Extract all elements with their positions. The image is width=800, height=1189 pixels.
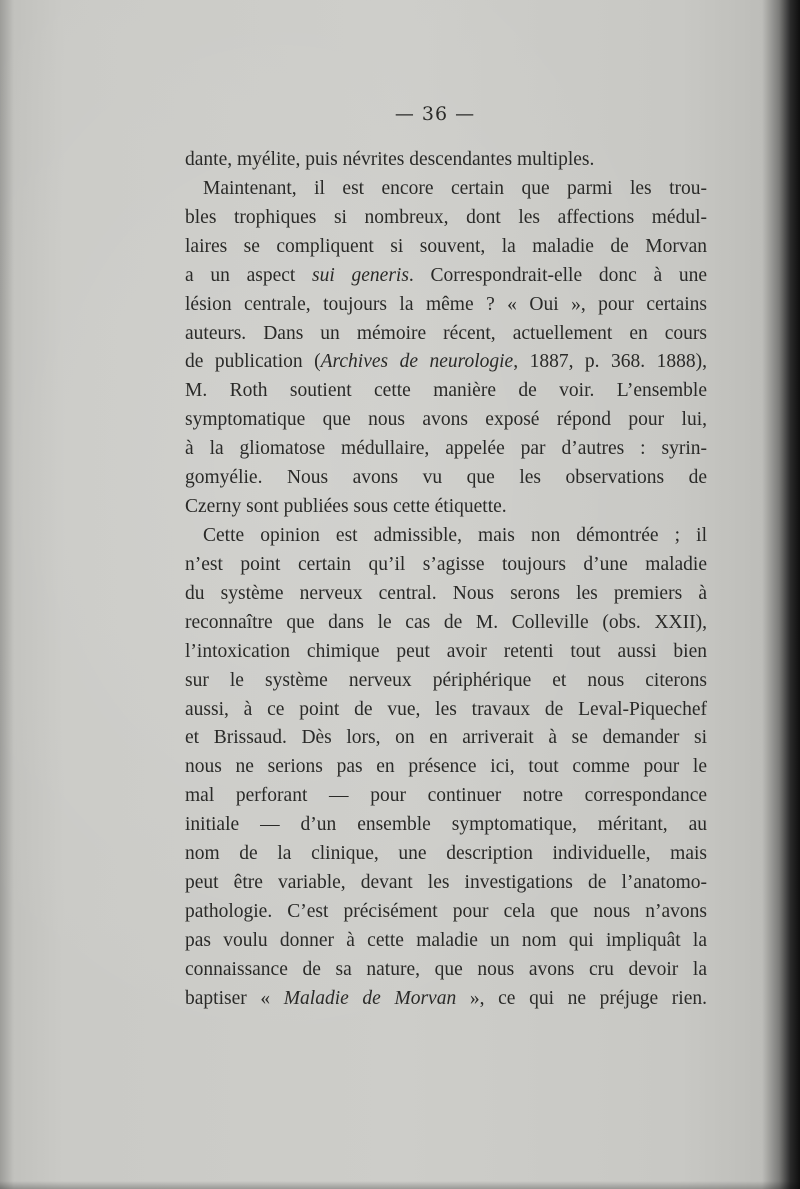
text-line [185, 956, 707, 985]
text-segment: Cette opinion est admissible, mais non démontrée ; il [203, 524, 707, 546]
text-line [185, 609, 707, 638]
text-line [185, 406, 707, 435]
text-segment: du système nerveux central. Nous serons les premiers à [185, 582, 707, 604]
text-line [185, 348, 707, 377]
text-line [185, 724, 707, 753]
text-segment: pathologie. C’est précisément pour cela que nous n’avons [185, 900, 707, 922]
text-line [185, 667, 707, 696]
text-segment: initiale — d’un ensemble symptomatique, méritant, au [185, 814, 707, 836]
text-segment: sur le système nerveux périphérique et nous citerons [185, 669, 707, 691]
text-segment: Maintenant, il est encore certain que parmi les trou- [203, 177, 707, 199]
text-segment: reconnaître que dans le cas de M. Colleville (obs. XXII), [185, 611, 707, 633]
text-line [185, 262, 707, 291]
text-line [185, 435, 707, 464]
text-line [185, 580, 707, 609]
text-segment: connaissance de sa nature, que nous avons cru devoir la [185, 958, 707, 980]
text-segment: n’est point certain qu’il s’agisse toujours d’une maladie [185, 553, 707, 575]
text-segment: lésion centrale, toujours la même ? « Oui », pour certains [185, 293, 707, 315]
body-text [185, 146, 707, 1014]
italic-text: sui generis [312, 264, 409, 286]
italic-text: Maladie de Morvan [283, 987, 457, 1009]
text-segment: . Correspondrait-elle donc à une [408, 264, 707, 286]
italic-text: Archives de neurologie [320, 351, 514, 373]
text-segment: aussi, à ce point de vue, les travaux de Leval-Piquechef [185, 698, 707, 720]
page-bottom-shadow [0, 1181, 800, 1189]
text-line [185, 753, 707, 782]
text-line [185, 869, 707, 898]
text-segment: M. Roth soutient cette manière de voir. L’ensemble [185, 380, 707, 402]
text-segment: de publication ( [185, 351, 321, 373]
text-line [185, 493, 707, 522]
text-segment: à la gliomatose médullaire, appelée par d’autres : syrin- [185, 438, 707, 460]
page-gutter-shadow [0, 0, 14, 1189]
text-segment: dante, myélite, puis névrites descendantes multiples. [185, 149, 595, 170]
text-segment: nom de la clinique, une description individuelle, mais [185, 843, 707, 865]
text-segment: laires se compliquent si souvent, la maladie de Morvan [185, 235, 707, 257]
text-line [185, 985, 707, 1014]
text-segment: », ce qui ne préjuge rien. [456, 987, 707, 1009]
text-segment: symptomatique que nous avons exposé répond pour lui, [185, 409, 707, 431]
text-line [185, 233, 707, 262]
text-line [185, 551, 707, 580]
text-line [185, 377, 707, 406]
text-line [185, 146, 707, 175]
text-line [185, 175, 707, 204]
text-segment: mal perforant — pour continuer notre correspondance [185, 785, 707, 807]
text-segment: bles trophiques si nombreux, dont les affections médul- [185, 206, 707, 228]
text-segment: baptiser « [185, 987, 284, 1009]
text-segment: l’intoxication chimique peut avoir retenti tout aussi bien [185, 640, 707, 662]
text-segment: auteurs. Dans un mémoire récent, actuellement en cours [185, 322, 707, 344]
text-line [185, 840, 707, 869]
text-segment: gomyélie. Nous avons vu que les observations de [185, 467, 707, 489]
text-line [185, 522, 707, 551]
text-segment: , 1887, p. 368. 1888), [513, 351, 707, 373]
text-segment: Czerny sont publiées sous cette étiquette. [185, 496, 507, 518]
text-line [185, 320, 707, 349]
text-line [185, 464, 707, 493]
text-segment: et Brissaud. Dès lors, on en arriverait à se demander si [185, 727, 707, 749]
text-segment: nous ne serions pas en présence ici, tout comme pour le [185, 756, 707, 778]
page-edge-shadow [762, 0, 800, 1189]
text-line [185, 638, 707, 667]
text-line [185, 927, 707, 956]
page-number: — 36 — [394, 103, 476, 125]
text-line [185, 898, 707, 927]
text-line [185, 782, 707, 811]
text-line [185, 291, 707, 320]
text-segment: peut être variable, devant les investigations de l’anatomo- [185, 872, 707, 894]
text-line [185, 696, 707, 725]
text-segment: pas voulu donner à cette maladie un nom qui impliquât la [185, 929, 707, 951]
text-segment: a un aspect [185, 264, 313, 286]
text-line [185, 811, 707, 840]
text-line [185, 204, 707, 233]
